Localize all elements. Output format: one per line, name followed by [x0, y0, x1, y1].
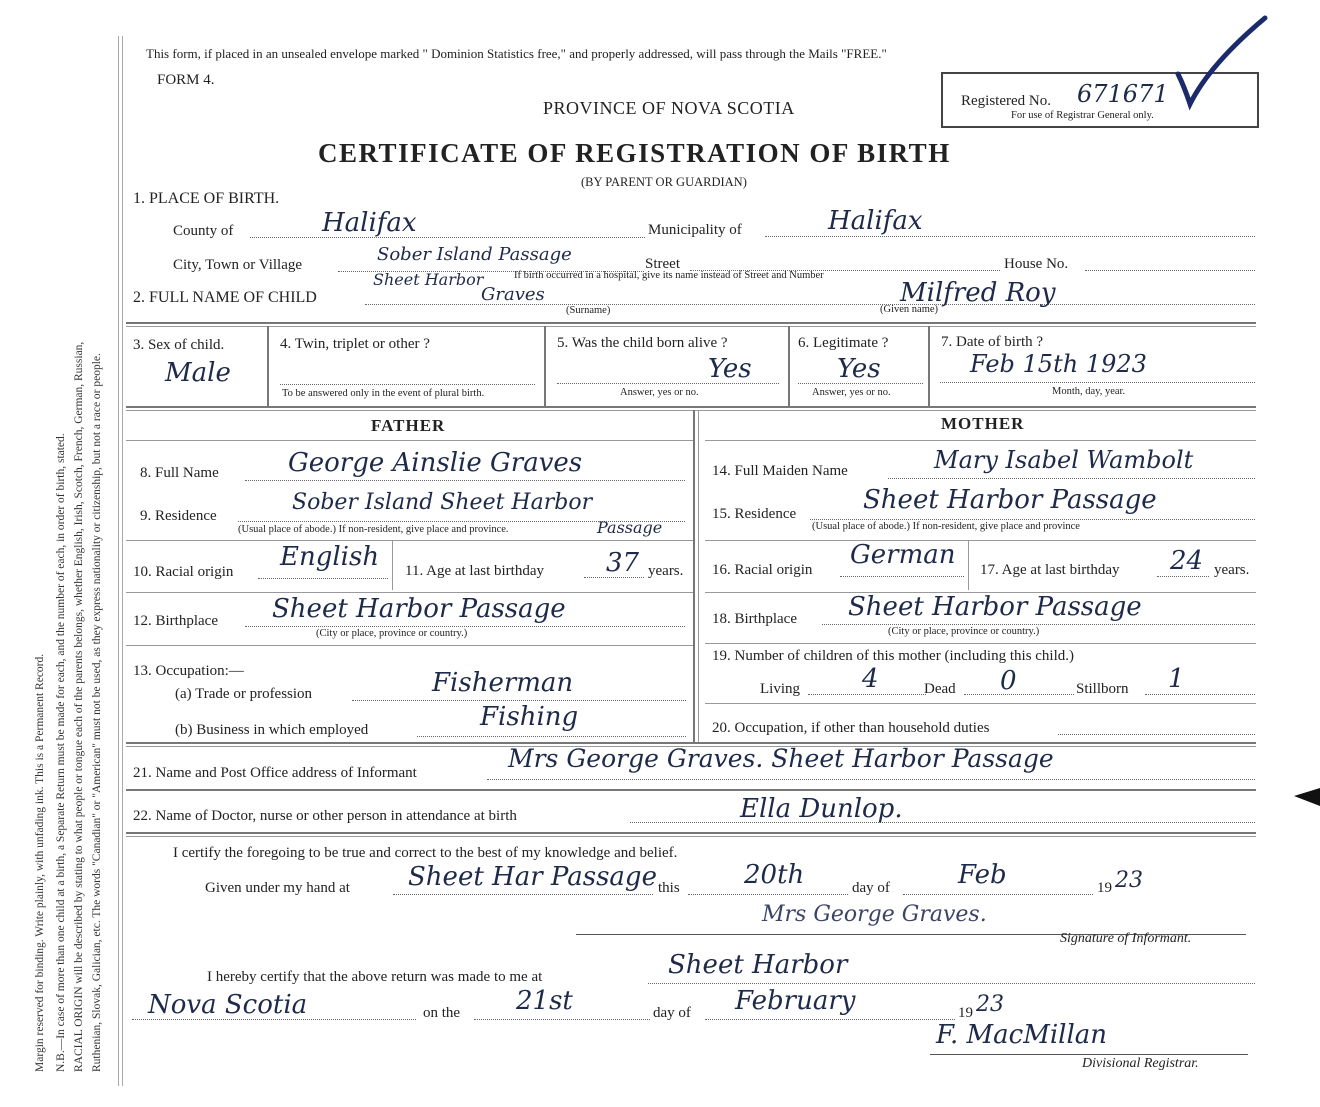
father-race-label: 10. Racial origin	[133, 564, 234, 580]
county-label: County of	[173, 223, 234, 239]
registrar-year: 23	[976, 992, 1004, 1017]
given-year-prefix: 19	[1097, 880, 1112, 896]
checkmark-icon	[1170, 14, 1270, 114]
house-no-label: House No.	[1004, 256, 1069, 272]
father-age: 37	[606, 548, 640, 578]
father-birthplace-note: (City or place, province or country.)	[316, 628, 468, 639]
legitimate-value: Yes	[837, 354, 881, 384]
dead-label: Dead	[924, 681, 956, 697]
father-years: years.	[648, 563, 684, 579]
father-occupation-label: 13. Occupation:—	[133, 663, 244, 679]
mother-name-label: 14. Full Maiden Name	[712, 463, 848, 479]
day-of-label-2: day of	[653, 1005, 691, 1021]
registrar-note: For use of Registrar General only.	[1011, 110, 1154, 121]
alive-value: Yes	[708, 354, 752, 384]
informant-signature: Mrs George Graves.	[762, 902, 987, 927]
mother-birthplace-note: (City or place, province or country.)	[888, 626, 1040, 637]
margin-note-3: RACIAL ORIGIN will be described by stating to what people or tongue each of the parents belongs, whether English, Irish, Scotch, French, German, Russian,	[73, 341, 85, 1072]
father-birthplace: Sheet Harbor Passage	[272, 594, 566, 624]
father-residence-label: 9. Residence	[140, 508, 217, 524]
living-value: 4	[862, 664, 879, 694]
registrar-place-2: Nova Scotia	[148, 990, 308, 1020]
given-under-label: Given under my hand at	[205, 880, 350, 896]
registered-label: Registered No.	[961, 93, 1051, 109]
father-residence-note: (Usual place of abode.) If non-resident, give place and province.	[238, 524, 509, 535]
registrar-place-1: Sheet Harbor	[668, 950, 848, 980]
binding-line	[118, 36, 119, 1086]
alive-label: 5. Was the child born alive ?	[557, 335, 728, 351]
dead-value: 0	[1000, 666, 1017, 696]
trade-label: (a) Trade or profession	[175, 686, 313, 702]
mother-age: 24	[1170, 546, 1204, 576]
city-label: City, Town or Village	[173, 257, 303, 273]
margin-note-1: Margin reserved for binding. Write plainly, with unfading ink. This is a Permanent Record.	[34, 653, 46, 1072]
business-value: Fishing	[480, 702, 579, 732]
dob-value: Feb 15th 1923	[970, 350, 1147, 378]
registrar-year-prefix: 19	[958, 1005, 973, 1021]
trade-value: Fisherman	[432, 668, 574, 698]
certify-statement: I certify the foregoing to be true and correct to the best of my knowledge and belief.	[173, 845, 678, 861]
sex-label: 3. Sex of child.	[133, 337, 225, 353]
given-month: Feb	[958, 860, 1007, 890]
father-birthplace-label: 12. Birthplace	[133, 613, 218, 629]
living-label: Living	[760, 681, 800, 697]
margin-note-4: Ruthenian, Slovak, Galician, etc. The words "Canadian" or "American" must not be used, as they express nationality or citizenship, but not a race or people.	[91, 353, 103, 1072]
father-residence-extra: Passage	[597, 518, 663, 537]
dob-label: 7. Date of birth ?	[941, 334, 1044, 350]
city-value: Sober Island Passage	[377, 244, 572, 265]
mother-race-label: 16. Racial origin	[712, 562, 813, 578]
this-label: this	[658, 880, 680, 896]
city-extra: Sheet Harbor	[373, 270, 484, 289]
registrar-signature: F. MacMillan	[936, 1020, 1108, 1050]
stillborn-value: 1	[1168, 664, 1185, 694]
mother-name: Mary Isabel Wambolt	[934, 446, 1194, 474]
form-number: FORM 4.	[157, 72, 215, 88]
hospital-note: If birth occurred in a hospital, give its name instead of Street and Number	[514, 270, 824, 281]
registrar-month: February	[735, 986, 856, 1016]
mother-race: German	[850, 540, 956, 570]
mother-residence-note: (Usual place of abode.) If non-resident, give place and province	[812, 521, 1080, 532]
mother-occupation-label: 20. Occupation, if other than household duties	[712, 720, 990, 736]
mother-heading: MOTHER	[941, 414, 1025, 433]
child-given-name: Milfred Roy	[900, 278, 1056, 308]
informant-signature-label: Signature of Informant.	[1060, 931, 1192, 946]
margin-note-2: N.B.—In case of more than one child at a birth, a Separate Return must be made for each, and the number of each, in order of birth, stated.	[55, 433, 67, 1072]
alive-note: Answer, yes or no.	[620, 387, 699, 398]
municipality-label: Municipality of	[648, 222, 742, 238]
given-year: 23	[1115, 868, 1143, 893]
father-residence: Sober Island Sheet Harbor	[292, 490, 593, 515]
registrar-signature-label: Divisional Registrar.	[1082, 1056, 1199, 1071]
father-name: George Ainslie Graves	[288, 448, 583, 478]
mother-age-label: 17. Age at last birthday	[980, 562, 1120, 578]
doctor-value: Ella Dunlop.	[740, 794, 903, 824]
informant-value: Mrs George Graves. Sheet Harbor Passage	[508, 744, 1054, 773]
given-day: 20th	[744, 860, 805, 890]
county-value: Halifax	[322, 208, 417, 238]
mother-residence: Sheet Harbor Passage	[863, 485, 1157, 515]
children-count-label: 19. Number of children of this mother (including this child.)	[712, 648, 1075, 664]
mail-notice: This form, if placed in an unsealed envelope marked " Dominion Statistics free," and properly addressed, will pass through the Mails "FREE."	[146, 46, 887, 61]
twin-label: 4. Twin, triplet or other ?	[280, 336, 430, 352]
mother-birthplace: Sheet Harbor Passage	[848, 592, 1142, 622]
certificate-subtitle: (BY PARENT OR GUARDIAN)	[581, 175, 747, 189]
dob-note: Month, day, year.	[1052, 386, 1126, 397]
mother-years: years.	[1214, 562, 1250, 578]
father-race: English	[280, 542, 380, 572]
legitimate-note: Answer, yes or no.	[812, 387, 891, 398]
informant-label: 21. Name and Post Office address of Informant	[133, 765, 417, 781]
given-place: Sheet Har Passage	[408, 862, 657, 892]
doctor-label: 22. Name of Doctor, nurse or other person in attendance at birth	[133, 808, 517, 824]
legitimate-label: 6. Legitimate ?	[798, 335, 889, 351]
stillborn-label: Stillborn	[1076, 681, 1129, 697]
registrar-day: 21st	[516, 986, 573, 1016]
on-the-label: on the	[423, 1005, 461, 1021]
surname-label: (Surname)	[566, 305, 611, 316]
given-name-label: (Given name)	[880, 304, 939, 315]
mother-residence-label: 15. Residence	[712, 506, 797, 522]
municipality-value: Halifax	[828, 206, 923, 236]
arrow-tab-icon	[1294, 786, 1320, 812]
street-label: Street	[645, 256, 680, 272]
twin-note: To be answered only in the event of plural birth.	[282, 388, 485, 399]
father-age-label: 11. Age at last birthday	[405, 563, 544, 579]
child-name-label: 2. FULL NAME OF CHILD	[133, 289, 317, 306]
sex-value: Male	[165, 358, 231, 388]
place-of-birth-label: 1. PLACE OF BIRTH.	[133, 190, 280, 207]
certificate-title: CERTIFICATE OF REGISTRATION OF BIRTH	[318, 138, 951, 168]
province-heading: PROVINCE OF NOVA SCOTIA	[543, 98, 795, 118]
binding-line-2	[122, 36, 123, 1086]
registered-number: 671671	[1077, 80, 1169, 108]
mother-birthplace-label: 18. Birthplace	[712, 611, 797, 627]
child-surname: Graves	[481, 284, 545, 305]
business-label: (b) Business in which employed	[175, 722, 369, 738]
registrar-statement: I hereby certify that the above return was made to me at	[207, 969, 543, 985]
father-heading: FATHER	[371, 416, 446, 435]
day-of-label-1: day of	[852, 880, 890, 896]
father-name-label: 8. Full Name	[140, 465, 219, 481]
